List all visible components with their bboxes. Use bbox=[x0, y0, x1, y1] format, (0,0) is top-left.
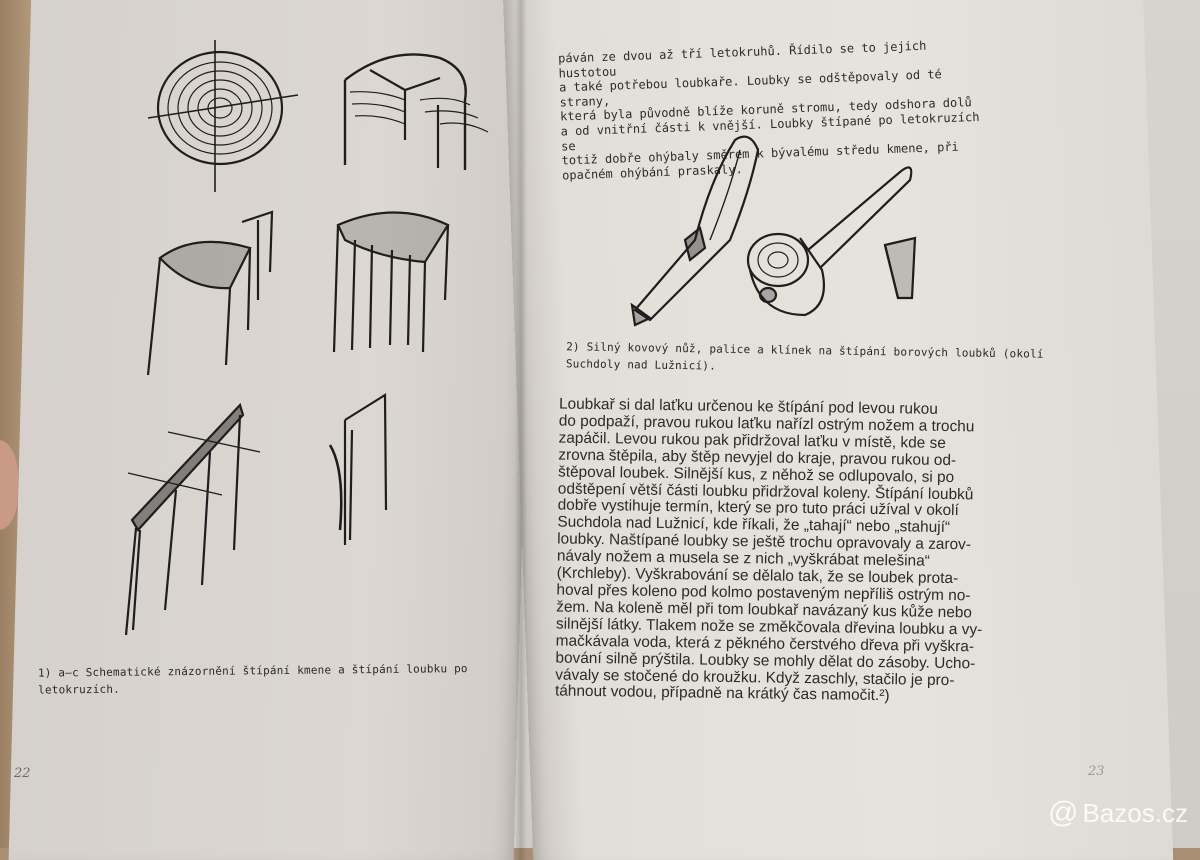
log-splitting-drawing bbox=[0, 0, 520, 660]
page-number-left: 22 bbox=[14, 766, 31, 781]
mallet-head-end bbox=[748, 234, 808, 286]
at-icon: @ bbox=[1048, 796, 1079, 829]
right-page-main-text bbox=[555, 397, 1059, 708]
log-cross-section bbox=[158, 52, 282, 164]
main-paragraph: Loubkař si dal laťku určenou ke štípání pod levou rukou do podpaží, pravou rukou laťku nařízl ostrým nožem a trochu zapáčil. Levou rukou pak přidržoval laťku v místě, kde se zrovna štěpila, aby štěp nevyjel do kraje, pravou rukou od- štěpoval loubek. Silnější kus, z něhož se odlupovalo, si po odštěpení větší části loubku přidržoval koleny. Štípání loubků dobře vystihuje termín, který se pro tuto práci užíval v okolí Suchdola nad Lužnicí, kde říkali, že „tahají“ nebo „stahují“ loubky. Naštípané loubky se ještě trochu opravovaly a zarov- návaly nožem a musela se z nich „vyškrábat melešina“ (Krchleby). Vyškrabování se dělalo tak, že se loubek prota- hoval přes koleno pod kolmo postaveným nepříliš ostrým no- žem. Na koleně měl při tom loubkař navázaný kus kůže nebo silnější látky. Tlakem nože se změkčovala dřevina loubku a vy- mačkávala voda, která z pěkného čerstvého dřeva při vyškra- bování silně prýštila. Loubky se mohly dělat do zásoby. Ucho- vávaly se stočené do kroužku. Když zaschly, stačilo je pro- táhnout vodou, případně na krátký čas namočit.²) bbox=[554, 395, 983, 705]
watermark bbox=[1048, 796, 1188, 830]
page-number-right: 23 bbox=[1088, 764, 1105, 779]
figure-1-caption: 1) a—c Schematické znázornění štípání kmene a štípání loubku po letokruzích. bbox=[37, 662, 468, 697]
figure-2-caption: 2) Silný kovový nůž, palice a klínek na štípání borových loubků (okolí Suchdoly nad Lužnicí). bbox=[565, 340, 1044, 373]
top-paragraph: páván ze dvou až tří letokruhů. Řídilo se to jejich hustotou a také potřebou loubkaře. Loubky se odštěpovaly od té strany, která byla původně blíže koruně stromu, tedy odshora dolů a od vnitřní části k vnější. Loubky štípané po letokruzích se totiž dobře ohýbaly směrem k bývalému středu kmene, při opačném ohýbání praskaly. bbox=[557, 38, 980, 183]
watermark-text: Bazos.cz bbox=[1082, 797, 1188, 828]
